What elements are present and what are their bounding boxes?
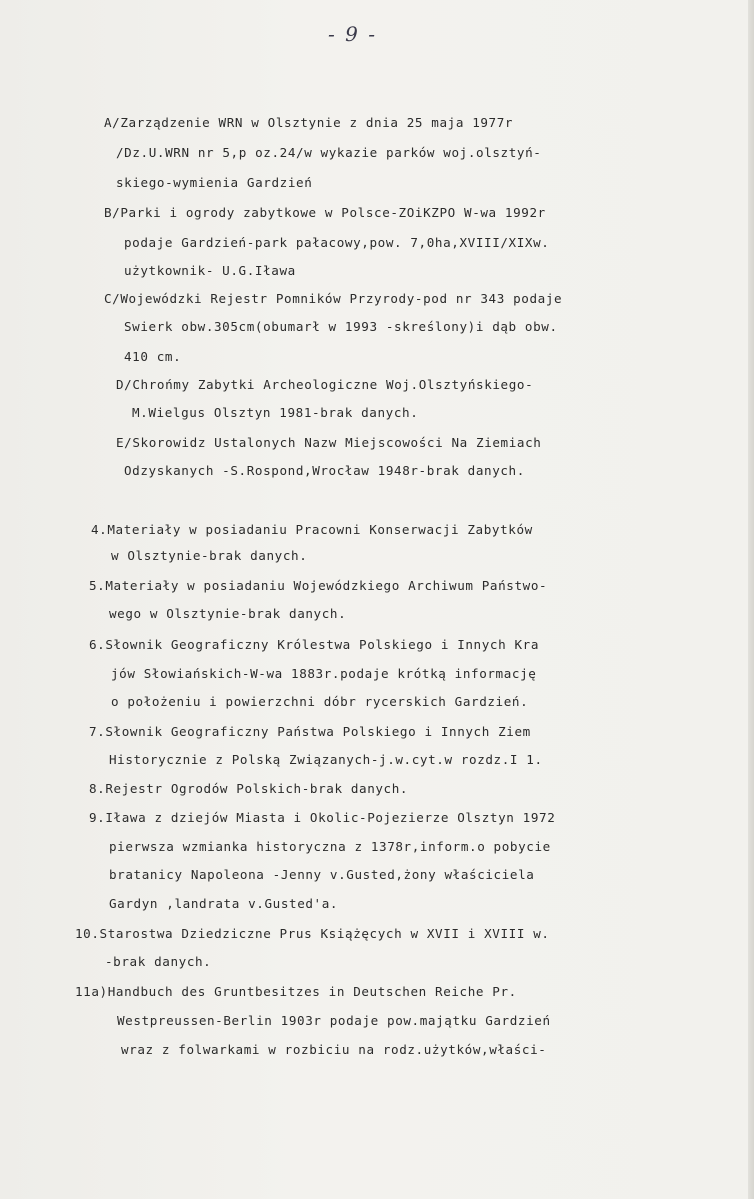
text-line: /Dz.U.WRN nr 5,p oz.24/w wykazie parków woj.olsztyń- (116, 145, 542, 160)
text-line: 10.Starostwa Dziedziczne Prus Książęcych w XVII i XVIII w. (75, 926, 550, 941)
page-number: - 9 - (328, 22, 377, 46)
text-line: 4.Materiały w posiadaniu Pracowni Konserwacji Zabytków (91, 522, 533, 537)
text-line: 5.Materiały w posiadaniu Wojewódzkiego Archiwum Państwo- (89, 578, 548, 593)
text-line: wego w Olsztynie-brak danych. (109, 606, 347, 621)
text-line: użytkownik- U.G.Iława (124, 263, 296, 278)
text-line: 6.Słownik Geograficzny Królestwa Polskiego i Innych Kra (89, 637, 540, 652)
text-line: E/Skorowidz Ustalonych Nazw Miejscowości Na Ziemiach (116, 435, 542, 450)
text-line: C/Wojewódzki Rejestr Pomników Przyrody-pod nr 343 podaje (104, 291, 563, 306)
text-line: wraz z folwarkami w rozbiciu na rodz.użytków,właści- (121, 1042, 547, 1057)
text-line: 9.Iława z dziejów Miasta i Okolic-Pojezierze Olsztyn 1972 (89, 810, 556, 825)
text-line: 7.Słownik Geograficzny Państwa Polskiego i Innych Ziem (89, 724, 531, 739)
text-line: M.Wielgus Olsztyn 1981-brak danych. (132, 405, 419, 420)
text-line: bratanicy Napoleona -Jenny v.Gusted,żony właściciela (109, 867, 535, 882)
text-line: 8.Rejestr Ogrodów Polskich-brak danych. (89, 781, 409, 796)
text-line: Historycznie z Polską Związanych-j.w.cyt.w rozdz.I 1. (109, 752, 543, 767)
text-line: Odzyskanych -S.Rospond,Wrocław 1948r-brak danych. (124, 463, 525, 478)
text-line: podaje Gardzień-park pałacowy,pow. 7,0ha,XVIII/XIXw. (124, 235, 550, 250)
text-line: Swierk obw.305cm(obumarł w 1993 -skreślony)i dąb obw. (124, 319, 558, 334)
page-edge (748, 0, 754, 1199)
text-line: pierwsza wzmianka historyczna z 1378r,inform.o pobycie (109, 839, 551, 854)
text-line: jów Słowiańskich-W-wa 1883r.podaje krótką informację (111, 666, 537, 681)
text-line: Gardyn ,landrata v.Gusted'a. (109, 896, 339, 911)
text-line: D/Chrońmy Zabytki Archeologiczne Woj.Olsztyńskiego- (116, 377, 534, 392)
text-line: -brak danych. (105, 954, 212, 969)
text-line: Westpreussen-Berlin 1903r podaje pow.majątku Gardzień (117, 1013, 551, 1028)
text-line: skiego-wymienia Gardzień (116, 175, 313, 190)
text-line: 410 cm. (124, 349, 182, 364)
text-line: w Olsztynie-brak danych. (111, 548, 308, 563)
text-line: o położeniu i powierzchni dóbr rycerskich Gardzień. (111, 694, 529, 709)
text-line: B/Parki i ogrody zabytkowe w Polsce-ZOiKZPO W-wa 1992r (104, 205, 546, 220)
text-line: A/Zarządzenie WRN w Olsztynie z dnia 25 maja 1977r (104, 115, 514, 130)
text-line: 11a)Handbuch des Gruntbesitzes in Deutschen Reiche Pr. (75, 984, 517, 999)
